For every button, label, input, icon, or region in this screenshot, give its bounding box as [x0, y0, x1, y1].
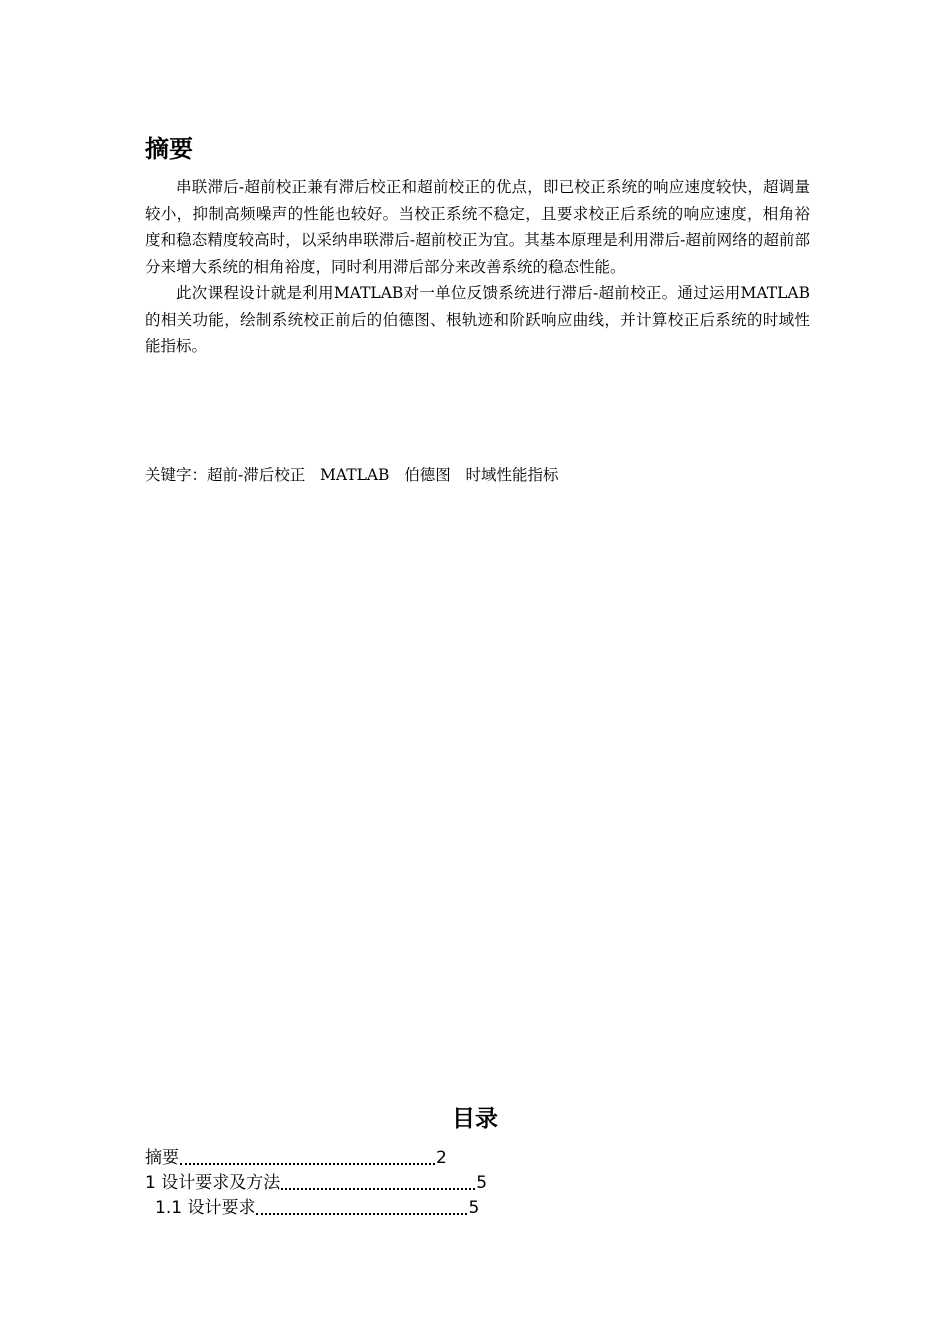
toc-leader-dots	[281, 1186, 475, 1190]
toc-leader-dots	[180, 1161, 435, 1165]
toc-entry[interactable]	[145, 1145, 447, 1171]
toc-entry-label: 摘要	[145, 1148, 179, 1168]
abstract-body	[145, 174, 810, 360]
toc-leader-dots	[256, 1211, 467, 1215]
abstract-paragraph: 串联滞后-超前校正兼有滞后校正和超前校正的优点，即已校正系统的响应速度较快，超调量较小，抑制高频噪声的性能也较好。当校正系统不稳定，且要求校正后系统的响应速度，相角裕度和稳态精度较高时，以采纳串联滞后-超前校正为宜。其基本原理是利用滞后-超前网络的超前部分来增大系统的相角裕度，同时利用滞后部分来改善系统的稳态性能。	[145, 178, 810, 276]
toc-entry-label: 1 设计要求及方法	[145, 1173, 281, 1193]
toc-entry[interactable]	[145, 1170, 487, 1196]
abstract-paragraph: 此次课程设计就是利用MATLAB对一单位反馈系统进行滞后-超前校正。通过运用MATLAB的相关功能，绘制系统校正前后的伯德图、根轨迹和阶跃响应曲线，并计算校正后系统的时域性能指标。	[145, 284, 810, 355]
toc-title: 目录	[452, 1106, 498, 1132]
toc-entry-page: 5	[468, 1198, 480, 1218]
toc-entry-page: 5	[476, 1173, 488, 1193]
toc-entry-label: 1.1 设计要求	[155, 1198, 256, 1218]
toc-entry[interactable]	[145, 1195, 479, 1221]
toc-entry-page: 2	[436, 1148, 447, 1168]
keywords-line: 关键字：超前-滞后校正 MATLAB 伯德图 时域性能指标	[145, 466, 559, 484]
abstract-title: 摘要	[145, 135, 193, 163]
